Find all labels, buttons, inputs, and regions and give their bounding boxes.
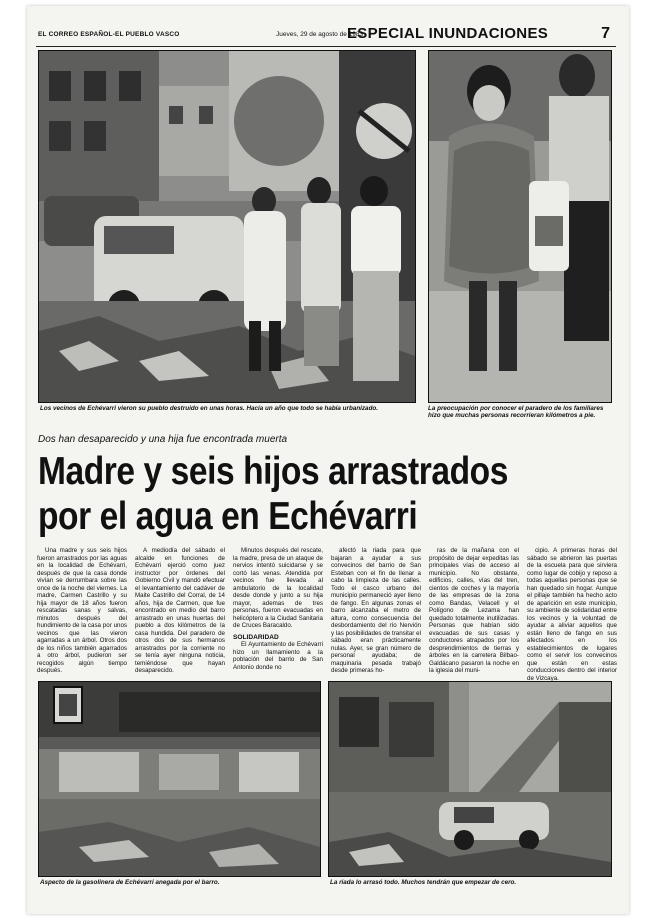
column-5-text: ras de la mañana con el propósito de dejar expeditas las principales vías de acceso al municipio. No obstante, edificios, calles, vías del tren, cientos de coches y la mayoría de las empresas de la zona como Bandas, Velacell y el Polígono de Lezama han quedado totalmente inutilizadas. Personas que habían sido evacuadas de sus casas y conductores atrapados por los desprendimientos de tierras y árboles en la carretera Bilbao-Galdácano pasaron la noche en la iglesia del muni- bbox=[429, 547, 519, 674]
column-5 bbox=[429, 547, 519, 675]
headline-line-1: Madre y seis hijos arrastrados bbox=[38, 450, 508, 493]
caption-top-right: La preocupación por conocer el paradero de los familiares hizo que muchas personas recorrieran kilómetros a pie. bbox=[428, 405, 604, 420]
masthead bbox=[36, 24, 616, 46]
issue-date: Jueves, 29 de agosto de 1983 bbox=[276, 31, 364, 38]
caption-bottom-right: La riada lo arrasó todo. Muchos tendrán que empezar de cero. bbox=[330, 879, 517, 886]
article-headline bbox=[38, 449, 537, 539]
caption-bottom-left: Aspecto de la gasolinera de Echévarri anegada por el barro. bbox=[40, 879, 220, 886]
column-1 bbox=[37, 547, 127, 675]
headline-line-2: por el agua en Echévarri bbox=[38, 495, 418, 538]
publication-name: EL CORREO ESPAÑOL-EL PUEBLO VASCO bbox=[38, 31, 180, 38]
column-2-text: A mediodía del sábado el alcalde en funciones de Echévarri ejerció como juez instructor por órdenes del Gobierno Civil y mandó efectuar el levantamiento del cadáver de Maite Castrillo del Corral, de 14 años, hija de Carmen, que fue encontrado en medio del barro arrastrado en unas huertas del pueblo a dos kilómetros de la casa hundida. Del paradero de otros dos de sus hermanos arrastrados por la corriente no se tenía ayer ninguna noticia, temiéndose que hayan desaparecido. bbox=[135, 547, 225, 674]
column-2 bbox=[135, 547, 225, 675]
column-4-text: afectó la riada para que bajaran a ayudar a sus convecinos del barrio de San Esteban con el fin de llenar a cabo la limpieza de las calles. Todo el casco urbano del municipio permaneció ayer lleno de fango. En algunas zonas el barro alcanzaba el metro de altura, como consecuencia del desbordamiento del río Nervión y las posibilidades de transitar el sábado eran prácticamente nulas. Ayer, se gran número de personal ayudaba; de maquinaria pesada trabajó desde primeras ho- bbox=[331, 547, 421, 674]
column-3-text: Minutos después del rescate, la madre, presa de un ataque de nervios intentó suicidarse y se cortó las venas. Atendida por vecinos fue llevada al ambulatorio de la localidad desde donde y junto a su hija mayor, ademas de tres personas, fueron evacuadas en helicóptero a la Ciudad Sanitaria de Cruces Baracaldo. bbox=[233, 547, 323, 629]
section-title: ESPECIAL INUNDACIONES bbox=[347, 25, 549, 42]
column-6-text: cipio. A primeras horas del sábado se abrieron las puertas de la escuela para que sirviera como lugar de cobijo y reposo a todas aquellas personas que se han quedado sin hogar. Aunque el pillaje también ha hecho acto de aparición en este municipio, su ambiente de solidaridad entre los vecinos y la voluntad de ayudar a aliviar aquellos que están lleno de fango en sus afectados en los establecimientos de lugares como el servir los convecinos que están en estas conducciones dentro del interior de Vizcaya. bbox=[527, 547, 617, 682]
article-kicker: Dos han desaparecido y una hija fue encontrada muerta bbox=[38, 434, 288, 445]
caption-top-left: Los vecinos de Echévarri vieron su pueblo destruido en unas horas. Hacía un año que todo se había urbanizado. bbox=[40, 405, 379, 412]
photo-wrecked-car-debris bbox=[328, 681, 612, 877]
masthead-rule bbox=[36, 46, 616, 47]
article-body bbox=[37, 547, 617, 682]
subheading-solidaridad: SOLIDARIDAD bbox=[233, 633, 279, 641]
column-1-text: Una madre y sus seis hijos fueron arrastrados por las aguas en la localidad de Echévarri, después de que la casa donde vivían se derrumbara sobre las once de la noche del viernes. La madre, Carmen Castrillo y su hija mayor de 18 años fueron rescatadas sanas y salvas, minutos después del hundimiento de la casa por unos vecinos que las vieron agarradas a un árbol. Otros dos de los niños también agarrados a otro árbol, pudieron ser recogidos algún tiempo después. bbox=[37, 547, 127, 674]
column-4 bbox=[331, 547, 421, 675]
column-3 bbox=[233, 547, 323, 675]
photo-residents-destroyed-town bbox=[38, 50, 416, 403]
photo-flooded-gas-station bbox=[38, 681, 321, 877]
photo-people-walking-mud bbox=[428, 50, 612, 403]
page-number: 7 bbox=[601, 25, 610, 42]
column-3-text-b: El Ayuntamiento de Echévarri hizo un llamamiento a la población del barrio de San Antonio donde no bbox=[233, 641, 323, 671]
column-6 bbox=[527, 547, 617, 682]
